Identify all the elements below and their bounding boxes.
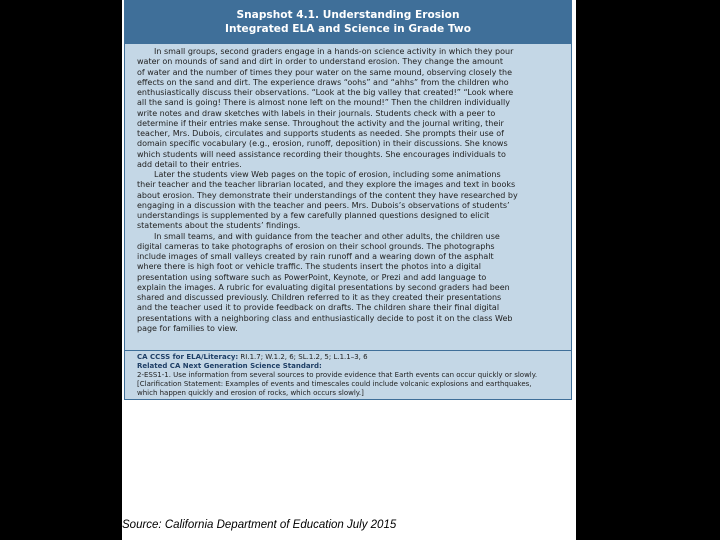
text-line: digital cameras to take photographs of erosion on their school grounds. The photographs [137,241,495,251]
text-line: of water and the number of times they pour water on the same mound, observing closely the [137,67,513,77]
text-line: effects on the sand and dirt. The experience draws “oohs” and “ahhs” from the children who [137,77,509,87]
standards-section [137,353,565,398]
text-line: all the sand is going! There is almost none left on the mound!” Then the children individually [137,98,510,108]
ccss-standard [137,353,565,362]
standards-divider [125,350,571,351]
snapshot-body [125,44,571,334]
snapshot-box [124,0,572,400]
text-line: page for families to view. [137,323,238,333]
text-line: add detail to their entries. [137,159,242,169]
paragraph-2 [137,170,561,232]
text-line: teacher, Mrs. Dubois, circulates and supports students as needed. She prompts their use of [137,129,504,138]
text-line: engaging in a discussion with the teacher and peers. Mrs. Dubois’s observations of students’ [137,200,510,210]
text-line: where there is high foot or vehicle traffic. The students insert the photos into a digital [137,262,482,272]
text-line: understandings is supplemented by a few carefully planned questions designed to elicit [137,211,490,220]
text-line: water on mounds of sand and dirt in order to understand erosion. They change the amount [137,57,504,67]
text-line: their teacher and the teacher librarian located, and they explore the images and text in books [137,180,516,190]
text-line: presentation using software such as PowerPoint, Keynote, or Prezi and add language to [137,272,487,282]
ngss-label: Related CA Next Generation Science Standard: [137,362,322,371]
text-line: enthusiastically discuss their observations. “Look at the big valley that created!” “Look where [137,88,514,97]
text-line: include images of small valleys created by rain runoff and a wearing down of the asphalt [137,252,494,261]
paragraph-3 [137,232,561,335]
text-line: determine if their entries make sense. Throughout the activity and the journal writing, their [137,118,504,128]
text-line: and the teacher used it to provide feedback on drafts. The children share their final digital [137,303,500,313]
ngss-line-1: 2-ESS1-1. Use information from several sources to provide evidence that Earth events can occur quickly or slowly. [137,371,538,380]
text-line: about erosion. They demonstrate their understandings of the content they have researched by [137,190,518,200]
text-line: In small teams, and with guidance from the teacher and other adults, the children use [154,231,500,241]
text-line: shared and discussed previously. Children referred to it as they created their presentations [137,293,502,302]
snapshot-subtitle: Integrated ELA and Science in Grade Two [225,23,471,35]
text-line: statements about the students’ findings. [137,221,301,231]
slide-page [122,0,576,540]
text-line: write notes and draw sketches with labels in their journals. Students check with a peer to [137,108,496,118]
text-line: explain the images. A rubric for evaluating digital presentations by second graders had been [137,282,510,292]
ccss-value: RI.1.7; W.1.2, 6; SL.1.2, 5; L.1.1–3, 6 [238,353,368,361]
ngss-line-3: which happen quickly and erosion of rocks, which occurs slowly.] [137,389,364,398]
text-line: presentations with a neighboring class and enthusiastically decide to post it on the class Web [137,313,513,323]
source-citation: Source: California Department of Education July 2015 [122,519,397,531]
ccss-label: CA CCSS for ELA/Literacy: [137,353,239,361]
snapshot-title: Snapshot 4.1. Understanding Erosion [236,9,460,21]
paragraph-1 [137,47,561,170]
text-line: which students will need assistance recording their thoughts. She encourages individuals to [137,149,506,159]
ngss-line-2: [Clarification Statement: Examples of events and timescales could include volcanic explosions and earthquakes, [137,380,532,389]
snapshot-header [125,1,571,44]
text-line: Later the students view Web pages on the topic of erosion, including some animations [154,170,501,179]
text-line: In small groups, second graders engage in a hands-on science activity in which they pour [154,47,514,56]
text-line: domain specific vocabulary (e.g., erosion, runoff, deposition) in their discussions. She knows [137,139,508,149]
